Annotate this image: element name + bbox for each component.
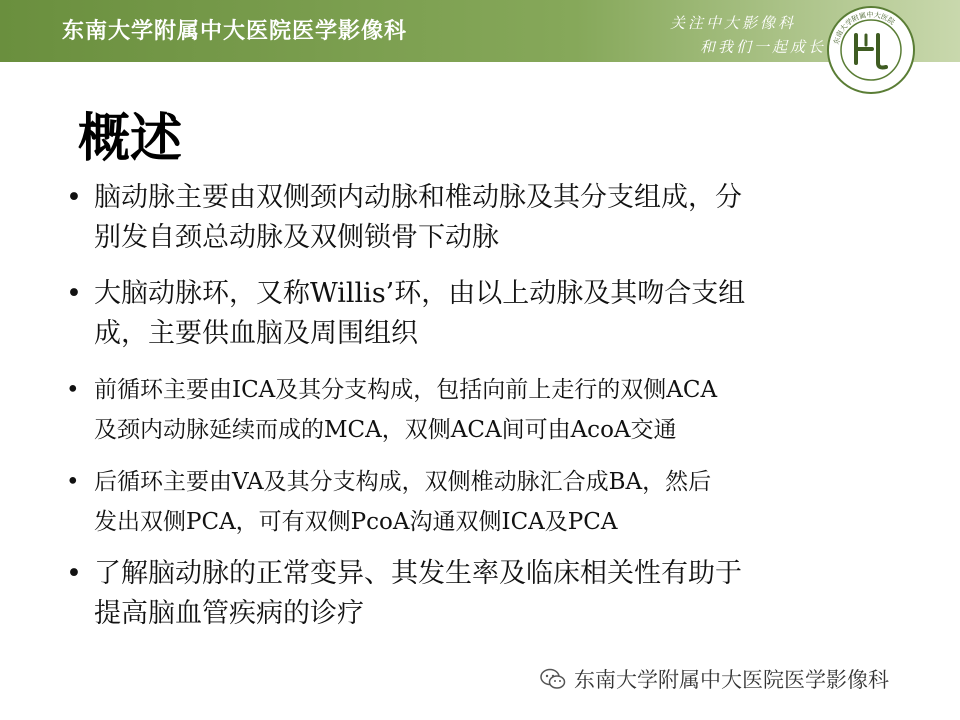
bullet-item bbox=[64, 462, 894, 542]
bullet-line: 及颈内动脉延续而成的MCA，双侧ACA间可由AcoA交通 bbox=[94, 417, 677, 443]
bullet-dot: • bbox=[66, 182, 82, 213]
bullet-line: 后循环主要由VA及其分支构成，双侧椎动脉汇合成BA，然后 bbox=[94, 469, 712, 495]
header-title: 东南大学附属中大医院医学影像科 bbox=[62, 18, 408, 44]
bullet-line: 别发自颈总动脉及双侧锁骨下动脉 bbox=[94, 222, 499, 253]
bullet-dot: • bbox=[66, 469, 80, 495]
slide-title: 概述 bbox=[78, 109, 183, 169]
bullet-line: 大脑动脉环，又称Willis’环，由以上动脉及其吻合支组 bbox=[94, 278, 746, 309]
header-bar bbox=[0, 0, 960, 62]
bullet-dot: • bbox=[66, 558, 82, 589]
footer-text: 东南大学附属中大医院医学影像科 bbox=[574, 668, 889, 692]
bullet-list bbox=[64, 178, 894, 650]
footer-watermark bbox=[540, 664, 889, 694]
slogan-line1: 关注中大影像科 bbox=[670, 14, 797, 32]
bullet-line: 成，主要供血脑及周围组织 bbox=[94, 318, 418, 349]
bullet-dot: • bbox=[66, 278, 82, 309]
bullet-item bbox=[64, 554, 894, 634]
bullet-line: 了解脑动脉的正常变异、其发生率及临床相关性有助于 bbox=[94, 558, 742, 589]
bullet-line: 脑动脉主要由双侧颈内动脉和椎动脉及其分支组成，分 bbox=[94, 182, 742, 213]
logo-ring-text: 东南大学附属中大医院 bbox=[832, 10, 897, 46]
bullet-item bbox=[64, 178, 894, 258]
bullet-line: 发出双侧PCA，可有双侧PcoA沟通双侧ICA及PCA bbox=[94, 509, 618, 535]
bullet-line: 前循环主要由ICA及其分支构成，包括向前上走行的双侧ACA bbox=[94, 377, 718, 403]
wechat-icon bbox=[540, 668, 566, 690]
bullet-dot: • bbox=[66, 377, 80, 403]
bullet-item bbox=[64, 370, 894, 450]
bullet-item bbox=[64, 274, 894, 354]
slogan-line2: 和我们一起成长 bbox=[700, 38, 827, 56]
hospital-seal-logo bbox=[826, 5, 916, 95]
bullet-line: 提高脑血管疾病的诊疗 bbox=[94, 598, 364, 629]
